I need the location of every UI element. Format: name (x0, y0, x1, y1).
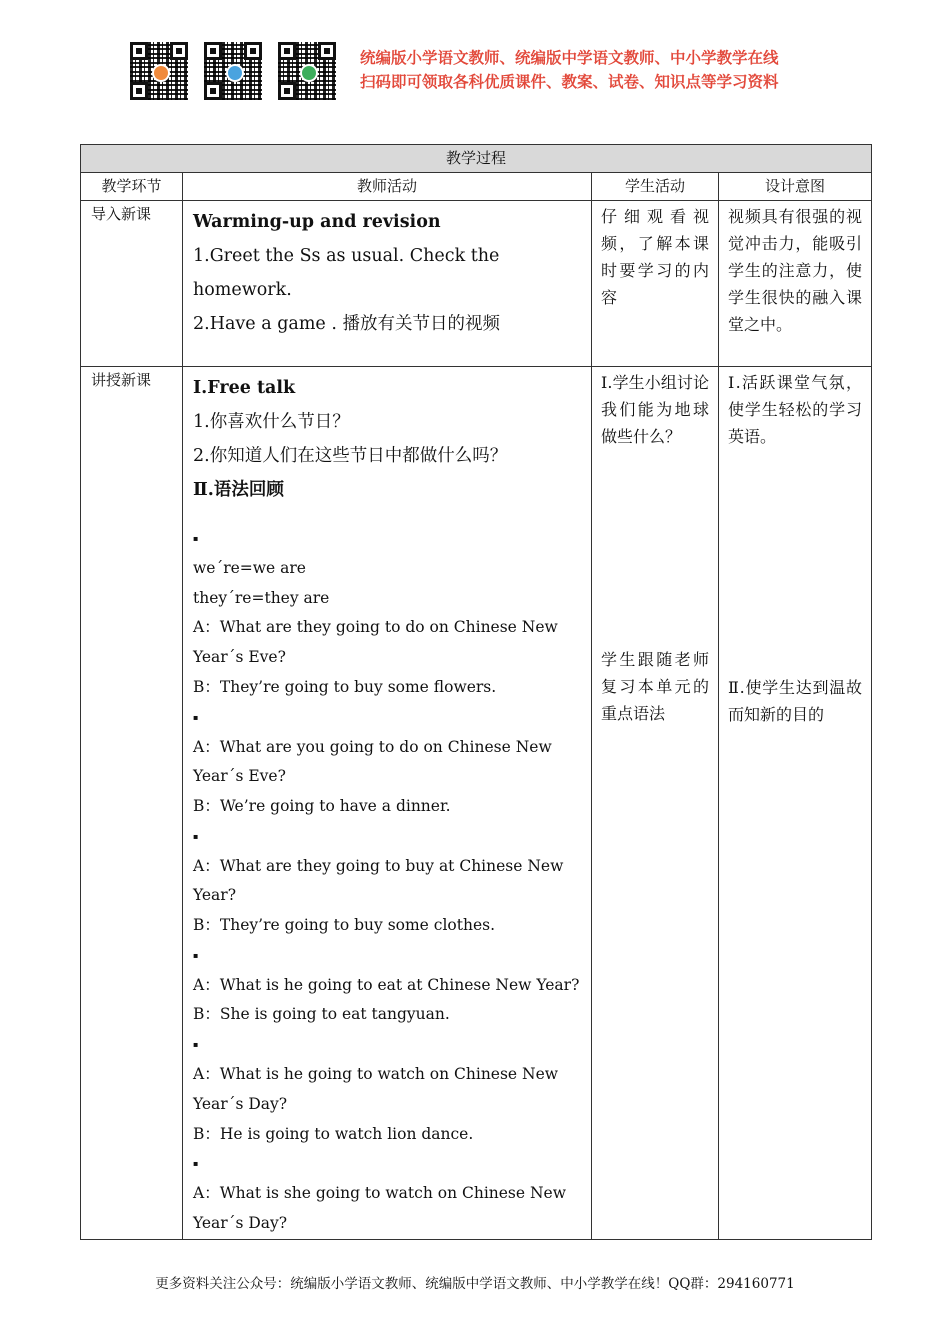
bullet-mark: ▪ (193, 534, 199, 543)
header (130, 42, 830, 102)
design-intent: 视频具有很强的视觉冲击力，能吸引学生的注意力，使学生很快的融入课堂之中。 (719, 201, 872, 367)
table-header-row (81, 173, 872, 201)
bullet-mark: ▪ (193, 950, 199, 960)
column-header: 教学环节 (81, 173, 183, 201)
grammar-line: they´re=they are (193, 588, 330, 607)
promo-text (360, 46, 779, 94)
activity-heading: Warming-up and revision (193, 212, 441, 232)
footer-text: 更多资料关注公众号：统编版小学语文教师、统编版中学语文教师、中小学教学在线！QQ群：294160771 (155, 1276, 795, 1292)
column-header: 设计意图 (719, 173, 872, 201)
dialogue-line: A：What is he going to watch on Chinese New Year´s Day? (193, 1065, 559, 1113)
promo-line-1: 统编版小学语文教师、统编版中学语文教师、中小学教学在线 (360, 49, 779, 67)
dialogue-line: A：What are you going to do on Chinese New Year´s Eve? (193, 737, 552, 786)
promo-line-2: 扫码即可领取各科优质课件、教案、试卷、知识点等学习资料 (360, 73, 779, 91)
section-label: 导入新课 (81, 201, 183, 367)
teaching-process-table (80, 144, 872, 1240)
grammar-line: we´re=we are (193, 559, 306, 577)
table-title: 教学过程 (81, 145, 872, 173)
dialogue-line: B：She is going to eat tangyuan. (193, 1005, 450, 1024)
table-row (81, 201, 872, 367)
dialogue-line: A：What is she going to watch on Chinese New Year´s Day? (193, 1184, 566, 1232)
activity-item: 1.你喜欢什么节日？ (193, 412, 350, 432)
activity-heading: Ⅱ.语法回顾 (193, 480, 284, 500)
dialogue-line: B：He is going to watch lion dance. (193, 1124, 474, 1143)
bullet-mark: ▪ (193, 712, 199, 722)
design-intent-1: Ⅰ.活跃课堂气氛，使学生轻松的学习英语。 (728, 373, 863, 446)
qr-code-icon[interactable] (278, 42, 336, 100)
student-activity: 仔细观看视频，了解本课时要学习的内容 (592, 201, 719, 367)
student-activity (592, 367, 719, 1240)
dialogue-line: B：They’re going to buy some flowers. (193, 677, 497, 696)
qr-code-icon[interactable] (130, 42, 188, 100)
bullet-mark: ▪ (193, 831, 199, 841)
teacher-activity (183, 367, 592, 1240)
dialogue-line: A：What are they going to buy at Chinese New Year? (193, 856, 564, 905)
dialogue-line: A：What are they going to do on Chinese New Year´s Eve? (193, 618, 558, 667)
activity-heading: Ⅰ.Free talk (193, 378, 296, 398)
table-row (81, 367, 872, 1240)
qr-code-icon[interactable] (204, 42, 262, 100)
student-activity-1: Ⅰ.学生小组讨论我们能为地球做些什么？ (601, 373, 709, 446)
bullet-mark: ▪ (193, 1040, 199, 1050)
activity-item: 2.你知道人们在这些节日中都做什么吗？ (193, 446, 508, 466)
student-activity-2: 学生跟随老师复习本单元的重点语法 (601, 650, 709, 723)
dialogue-line: A：What is he going to eat at Chinese New Year? (193, 975, 580, 994)
teacher-activity (183, 201, 592, 367)
column-header: 教师活动 (183, 173, 592, 201)
design-intent-2: Ⅱ.使学生达到温故而知新的目的 (728, 678, 863, 724)
design-intent (719, 367, 872, 1240)
activity-item: 2.Have a game . 播放有关节日的视频 (193, 314, 500, 334)
column-header: 学生活动 (592, 173, 719, 201)
activity-item: 1.Greet the Ss as usual. Check the homework. (193, 246, 500, 300)
dialogue-line: B：We’re going to have a dinner. (193, 796, 451, 815)
section-label: 讲授新课 (81, 367, 183, 1240)
bullet-mark: ▪ (193, 1159, 199, 1169)
dialogue-line: B：They’re going to buy some clothes. (193, 916, 496, 935)
